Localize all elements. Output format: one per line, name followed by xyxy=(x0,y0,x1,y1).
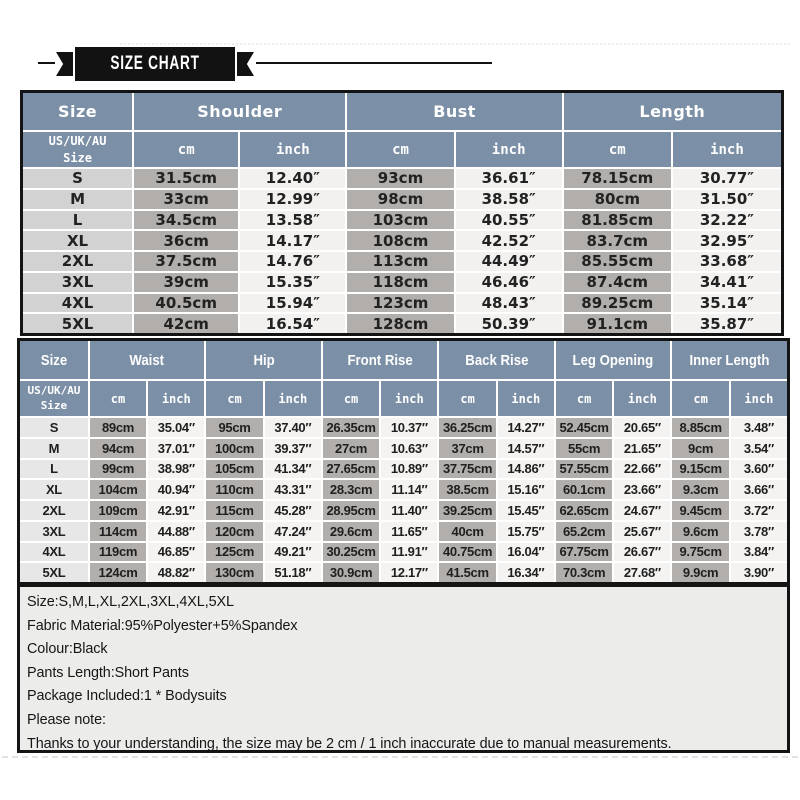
measurement-cell: 26.35cm xyxy=(323,418,379,437)
size-row-label: 2XL xyxy=(20,501,88,520)
measurement-cell: 89.25cm xyxy=(564,294,671,313)
measurement-cell: 10.37″ xyxy=(381,418,437,437)
measurement-cell: 38.5cm xyxy=(439,480,495,499)
measurement-cell: 35.87″ xyxy=(673,314,781,333)
measurement-cell: 35.04″ xyxy=(148,418,204,437)
t2-header-waist: Waist xyxy=(90,341,205,379)
lower-size-table xyxy=(17,338,790,585)
measurement-cell: 15.94″ xyxy=(240,294,345,313)
measurement-cell: 85.55cm xyxy=(564,252,671,271)
measurement-cell: 15.45″ xyxy=(498,501,554,520)
measurement-cell: 52.45cm xyxy=(556,418,612,437)
measurement-cell: 3.84″ xyxy=(731,543,787,562)
t2-subheader-inner-length-inch: inch xyxy=(731,381,787,416)
measurement-cell: 15.75″ xyxy=(498,522,554,541)
measurement-cell: 41.34″ xyxy=(265,460,321,479)
measurement-cell: 104cm xyxy=(90,480,146,499)
measurement-cell: 39.37″ xyxy=(265,439,321,458)
t1-subheader-bust-inch: inch xyxy=(456,132,562,167)
measurement-cell: 12.40″ xyxy=(240,169,345,188)
measurement-cell: 14.17″ xyxy=(240,231,345,250)
measurement-cell: 29.6cm xyxy=(323,522,379,541)
measurement-cell: 83.7cm xyxy=(564,231,671,250)
measurement-cell: 20.65″ xyxy=(614,418,670,437)
measurement-cell: 100cm xyxy=(206,439,262,458)
t2-header-size: Size xyxy=(20,341,88,379)
measurement-cell: 46.85″ xyxy=(148,543,204,562)
measurement-cell: 11.65″ xyxy=(381,522,437,541)
measurement-cell: 14.76″ xyxy=(240,252,345,271)
measurement-cell: 44.88″ xyxy=(148,522,204,541)
measurement-cell: 42.52″ xyxy=(456,231,562,250)
measurement-cell: 22.66″ xyxy=(614,460,670,479)
measurement-cell: 36.61″ xyxy=(456,169,562,188)
measurement-cell: 108cm xyxy=(347,231,453,250)
measurement-cell: 81.85cm xyxy=(564,211,671,230)
measurement-cell: 11.40″ xyxy=(381,501,437,520)
measurement-cell: 30.9cm xyxy=(323,563,379,582)
t2-subheader-back-rise-cm: cm xyxy=(439,381,495,416)
size-row-label: M xyxy=(20,439,88,458)
measurement-cell: 57.55cm xyxy=(556,460,612,479)
measurement-cell: 103cm xyxy=(347,211,453,230)
measurement-cell: 34.41″ xyxy=(673,273,781,292)
size-row-label: 2XL xyxy=(23,252,132,271)
measurement-cell: 35.14″ xyxy=(673,294,781,313)
measurement-cell: 37.5cm xyxy=(134,252,238,271)
t2-subheader-leg-opening-cm: cm xyxy=(556,381,612,416)
measurement-cell: 93cm xyxy=(347,169,453,188)
t2-header-back-rise: Back Rise xyxy=(439,341,554,379)
measurement-cell: 49.21″ xyxy=(265,543,321,562)
measurement-cell: 9.75cm xyxy=(672,543,728,562)
ribbon-tail-left-icon xyxy=(56,52,73,76)
measurement-cell: 3.60″ xyxy=(731,460,787,479)
t1-header-length: Length xyxy=(564,93,781,130)
measurement-cell: 65.2cm xyxy=(556,522,612,541)
measurement-cell: 24.67″ xyxy=(614,501,670,520)
note-pants-length-line: Pants Length:Short Pants xyxy=(27,663,189,681)
measurement-cell: 28.3cm xyxy=(323,480,379,499)
size-row-label: 3XL xyxy=(20,522,88,541)
measurement-cell: 128cm xyxy=(347,314,453,333)
banner-left-dash xyxy=(38,62,55,64)
size-row-label: M xyxy=(23,190,132,209)
measurement-cell: 27.65cm xyxy=(323,460,379,479)
measurement-cell: 120cm xyxy=(206,522,262,541)
measurement-cell: 16.34″ xyxy=(498,563,554,582)
measurement-cell: 34.5cm xyxy=(134,211,238,230)
measurement-cell: 32.22″ xyxy=(673,211,781,230)
size-row-label: S xyxy=(23,169,132,188)
size-chart-title: SIZE CHART xyxy=(110,53,200,74)
measurement-cell: 43.31″ xyxy=(265,480,321,499)
t2-subheader-hip-inch: inch xyxy=(265,381,321,416)
measurement-cell: 13.58″ xyxy=(240,211,345,230)
t2-header-inner-length: Inner Length xyxy=(672,341,787,379)
measurement-cell: 124cm xyxy=(90,563,146,582)
banner-right-rule xyxy=(256,62,492,64)
measurement-cell: 55cm xyxy=(556,439,612,458)
t1-subheader-shoulder-inch: inch xyxy=(240,132,345,167)
note-package-line: Package Included:1 * Bodysuits xyxy=(27,687,227,705)
measurement-cell: 38.98″ xyxy=(148,460,204,479)
measurement-cell: 114cm xyxy=(90,522,146,541)
measurement-cell: 9.3cm xyxy=(672,480,728,499)
note-colour-line: Colour:Black xyxy=(27,640,108,658)
size-row-label: 5XL xyxy=(20,563,88,582)
measurement-cell: 9.9cm xyxy=(672,563,728,582)
measurement-cell: 16.04″ xyxy=(498,543,554,562)
measurement-cell: 95cm xyxy=(206,418,262,437)
measurement-cell: 27.68″ xyxy=(614,563,670,582)
measurement-cell: 37.01″ xyxy=(148,439,204,458)
measurement-cell: 40.75cm xyxy=(439,543,495,562)
t1-subheader-us-uk-au-size: US/UK/AU Size xyxy=(23,132,132,167)
t2-subheader-inner-length-cm: cm xyxy=(672,381,728,416)
measurement-cell: 50.39″ xyxy=(456,314,562,333)
measurement-cell: 12.99″ xyxy=(240,190,345,209)
measurement-cell: 44.49″ xyxy=(456,252,562,271)
t1-subheader-shoulder-cm: cm xyxy=(134,132,238,167)
measurement-cell: 70.3cm xyxy=(556,563,612,582)
measurement-cell: 10.63″ xyxy=(381,439,437,458)
measurement-cell: 30.77″ xyxy=(673,169,781,188)
size-row-label: 5XL xyxy=(23,314,132,333)
measurement-cell: 105cm xyxy=(206,460,262,479)
measurement-cell: 15.16″ xyxy=(498,480,554,499)
measurement-cell: 60.1cm xyxy=(556,480,612,499)
note-fabric-line: Fabric Material:95%Polyester+5%Spandex xyxy=(27,616,298,634)
measurement-cell: 78.15cm xyxy=(564,169,671,188)
measurement-cell: 125cm xyxy=(206,543,262,562)
t2-subheader-leg-opening-inch: inch xyxy=(614,381,670,416)
measurement-cell: 10.89″ xyxy=(381,460,437,479)
measurement-cell: 48.82″ xyxy=(148,563,204,582)
measurement-cell: 39cm xyxy=(134,273,238,292)
t2-subheader-hip-cm: cm xyxy=(206,381,262,416)
measurement-cell: 51.18″ xyxy=(265,563,321,582)
measurement-cell: 33cm xyxy=(134,190,238,209)
measurement-cell: 3.78″ xyxy=(731,522,787,541)
t1-header-bust: Bust xyxy=(347,93,561,130)
measurement-cell: 3.90″ xyxy=(731,563,787,582)
measurement-cell: 110cm xyxy=(206,480,262,499)
t2-subheader-front-rise-cm: cm xyxy=(323,381,379,416)
measurement-cell: 11.91″ xyxy=(381,543,437,562)
measurement-cell: 109cm xyxy=(90,501,146,520)
measurement-cell: 30.25cm xyxy=(323,543,379,562)
measurement-cell: 41.5cm xyxy=(439,563,495,582)
measurement-cell: 87.4cm xyxy=(564,273,671,292)
note-disclaimer-line: Thanks to your understanding, the size may be 2 cm / 1 inch inaccurate due to manual measurements. xyxy=(27,734,672,752)
size-row-label: L xyxy=(23,211,132,230)
measurement-cell: 11.14″ xyxy=(381,480,437,499)
top-dotted-divider xyxy=(120,43,790,45)
t2-subheader-waist-cm: cm xyxy=(90,381,146,416)
measurement-cell: 26.67″ xyxy=(614,543,670,562)
t1-subheader-bust-cm: cm xyxy=(347,132,453,167)
measurement-cell: 94cm xyxy=(90,439,146,458)
measurement-cell: 40cm xyxy=(439,522,495,541)
measurement-cell: 9.6cm xyxy=(672,522,728,541)
measurement-cell: 40.55″ xyxy=(456,211,562,230)
size-row-label: S xyxy=(20,418,88,437)
measurement-cell: 42.91″ xyxy=(148,501,204,520)
measurement-cell: 8.85cm xyxy=(672,418,728,437)
size-row-label: XL xyxy=(23,231,132,250)
measurement-cell: 28.95cm xyxy=(323,501,379,520)
measurement-cell: 48.43″ xyxy=(456,294,562,313)
measurement-cell: 47.24″ xyxy=(265,522,321,541)
measurement-cell: 3.48″ xyxy=(731,418,787,437)
measurement-cell: 98cm xyxy=(347,190,453,209)
measurement-cell: 62.65cm xyxy=(556,501,612,520)
measurement-cell: 12.17″ xyxy=(381,563,437,582)
measurement-cell: 130cm xyxy=(206,563,262,582)
measurement-cell: 45.28″ xyxy=(265,501,321,520)
size-row-label: 3XL xyxy=(23,273,132,292)
measurement-cell: 31.50″ xyxy=(673,190,781,209)
measurement-cell: 37.40″ xyxy=(265,418,321,437)
measurement-cell: 42cm xyxy=(134,314,238,333)
measurement-cell: 32.95″ xyxy=(673,231,781,250)
measurement-cell: 16.54″ xyxy=(240,314,345,333)
measurement-cell: 39.25cm xyxy=(439,501,495,520)
size-chart-banner xyxy=(75,47,235,81)
size-row-label: L xyxy=(20,460,88,479)
t1-header-shoulder: Shoulder xyxy=(134,93,345,130)
measurement-cell: 37cm xyxy=(439,439,495,458)
measurement-cell: 3.54″ xyxy=(731,439,787,458)
measurement-cell: 25.67″ xyxy=(614,522,670,541)
t2-subheader-back-rise-inch: inch xyxy=(498,381,554,416)
measurement-cell: 40.5cm xyxy=(134,294,238,313)
t1-header-size: Size xyxy=(23,93,132,130)
t2-header-hip: Hip xyxy=(206,341,321,379)
measurement-cell: 9.45cm xyxy=(672,501,728,520)
note-please-note-line: Please note: xyxy=(27,710,106,728)
measurement-cell: 80cm xyxy=(564,190,671,209)
measurement-cell: 15.35″ xyxy=(240,273,345,292)
t2-subheader-front-rise-inch: inch xyxy=(381,381,437,416)
measurement-cell: 37.75cm xyxy=(439,460,495,479)
measurement-cell: 33.68″ xyxy=(673,252,781,271)
measurement-cell: 115cm xyxy=(206,501,262,520)
bottom-dashed-divider xyxy=(2,756,798,758)
product-notes-block xyxy=(17,584,790,753)
t2-header-leg-opening: Leg Opening xyxy=(556,341,671,379)
note-size-line: Size:S,M,L,XL,2XL,3XL,4XL,5XL xyxy=(27,593,234,610)
measurement-cell: 46.46″ xyxy=(456,273,562,292)
size-row-label: 4XL xyxy=(23,294,132,313)
size-chart-ribbon xyxy=(56,47,254,81)
measurement-cell: 14.57″ xyxy=(498,439,554,458)
measurement-cell: 91.1cm xyxy=(564,314,671,333)
measurement-cell: 3.66″ xyxy=(731,480,787,499)
t2-subheader-waist-inch: inch xyxy=(148,381,204,416)
measurement-cell: 3.72″ xyxy=(731,501,787,520)
ribbon-tail-right-icon xyxy=(237,52,254,76)
measurement-cell: 38.58″ xyxy=(456,190,562,209)
measurement-cell: 123cm xyxy=(347,294,453,313)
measurement-cell: 14.86″ xyxy=(498,460,554,479)
t2-header-front-rise: Front Rise xyxy=(323,341,438,379)
measurement-cell: 67.75cm xyxy=(556,543,612,562)
t1-subheader-length-cm: cm xyxy=(564,132,671,167)
upper-size-table xyxy=(20,90,784,336)
measurement-cell: 118cm xyxy=(347,273,453,292)
size-row-label: XL xyxy=(20,480,88,499)
measurement-cell: 9.15cm xyxy=(672,460,728,479)
t1-subheader-length-inch: inch xyxy=(673,132,781,167)
measurement-cell: 113cm xyxy=(347,252,453,271)
measurement-cell: 9cm xyxy=(672,439,728,458)
measurement-cell: 21.65″ xyxy=(614,439,670,458)
measurement-cell: 99cm xyxy=(90,460,146,479)
measurement-cell: 40.94″ xyxy=(148,480,204,499)
measurement-cell: 36.25cm xyxy=(439,418,495,437)
measurement-cell: 31.5cm xyxy=(134,169,238,188)
measurement-cell: 89cm xyxy=(90,418,146,437)
measurement-cell: 14.27″ xyxy=(498,418,554,437)
size-row-label: 4XL xyxy=(20,543,88,562)
measurement-cell: 36cm xyxy=(134,231,238,250)
measurement-cell: 119cm xyxy=(90,543,146,562)
measurement-cell: 27cm xyxy=(323,439,379,458)
t2-subheader-us-uk-au-size: US/UK/AU Size xyxy=(20,381,88,416)
measurement-cell: 23.66″ xyxy=(614,480,670,499)
